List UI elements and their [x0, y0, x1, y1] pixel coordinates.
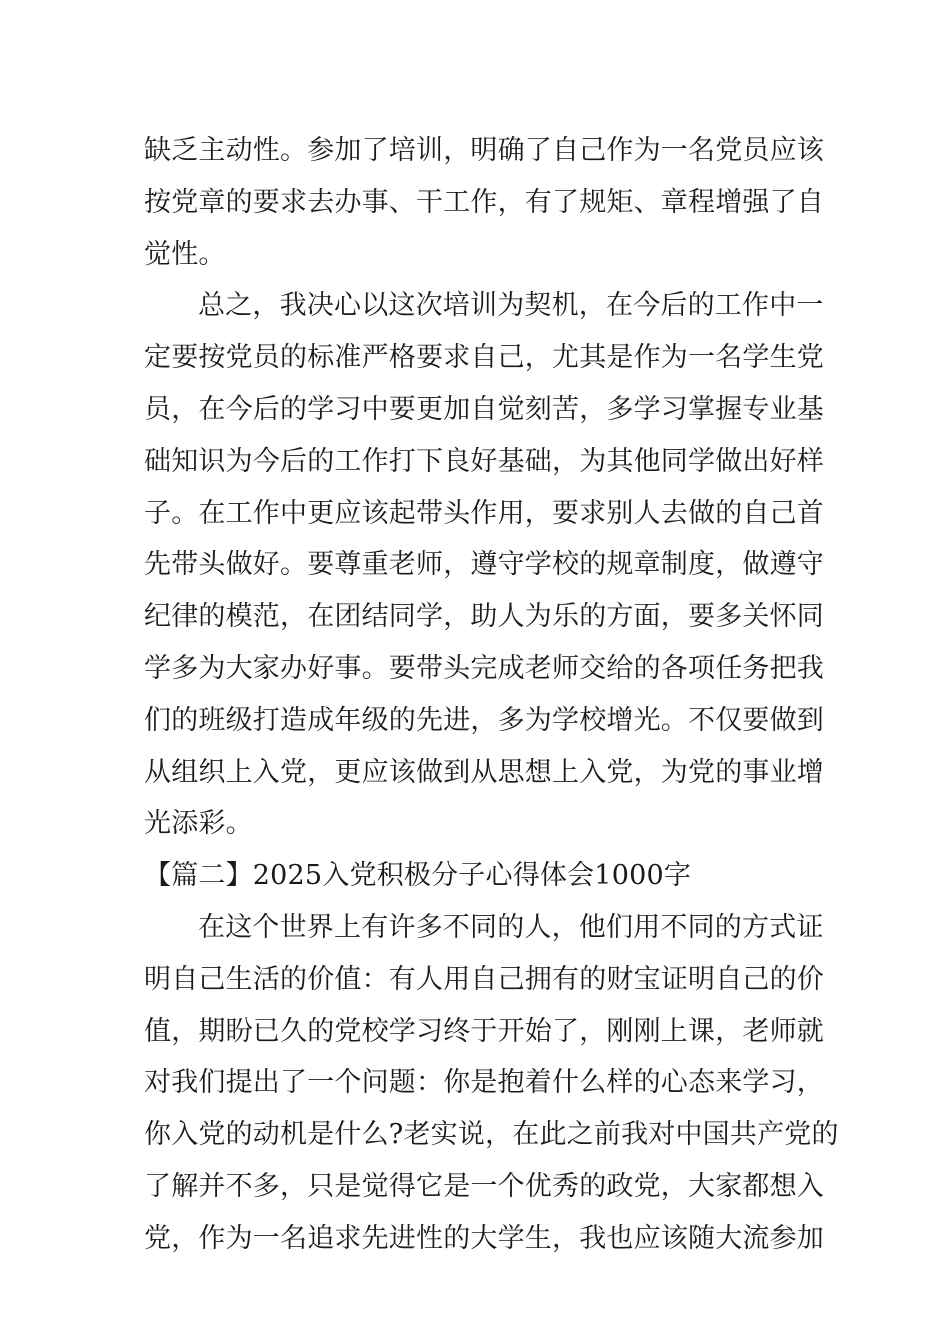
paragraph-line: 纪律的模范，在团结同学，助人为乐的方面，要多关怀同: [144, 601, 824, 633]
paragraph-line: 员，在今后的学习中要更加自觉刻苦，多学习掌握专业基: [144, 393, 824, 425]
paragraph-line: 础知识为今后的工作打下良好基础，为其他同学做出好样: [144, 445, 824, 477]
paragraph-line: 先带头做好。要尊重老师，遵守学校的规章制度，做遵守: [144, 549, 824, 581]
paragraph-line: 在这个世界上有许多不同的人，他们用不同的方式证: [198, 911, 824, 943]
paragraph-line: 从组织上入党，更应该做到从思想上入党，为党的事业增: [144, 756, 824, 788]
paragraph-line: 值，期盼已久的党校学习终于开始了，刚刚上课，老师就: [144, 1015, 824, 1047]
paragraph-line: 们的班级打造成年级的先进，多为学校增光。不仅要做到: [144, 704, 824, 736]
paragraph-line: 觉性。: [144, 238, 226, 270]
paragraph-line: 对我们提出了一个问题：你是抱着什么样的心态来学习，: [144, 1067, 824, 1099]
paragraph-line: 子。在工作中更应该起带头作用，要求别人去做的自己首: [144, 497, 824, 529]
paragraph-line: 了解并不多，只是觉得它是一个优秀的政党，大家都想入: [144, 1170, 824, 1202]
paragraph-line: 党，作为一名追求先进性的大学生，我也应该随大流参加: [144, 1222, 824, 1254]
paragraph-line: 定要按党员的标准严格要求自己，尤其是作为一名学生党: [144, 342, 824, 374]
paragraph-line: 缺乏主动性。参加了培训，明确了自己作为一名党员应该: [144, 135, 824, 166]
document-page: [144, 125, 839, 1265]
paragraph-line: 明自己生活的价值：有人用自己拥有的财宝证明自己的价: [144, 963, 824, 995]
section-heading: 【篇二】2025入党积极分子心得体会1000字: [144, 860, 692, 892]
paragraph-line: 总之，我决心以这次培训为契机，在今后的工作中一: [198, 290, 824, 322]
paragraph-line: 你入党的动机是什么?老实说，在此之前我对中国共产党的: [144, 1119, 839, 1151]
paragraph-line: 光添彩。: [144, 808, 253, 840]
paragraph-line: 学多为大家办好事。要带头完成老师交给的各项任务把我: [144, 652, 824, 684]
paragraph-line: 按党章的要求去办事、干工作，有了规矩、章程增强了自: [144, 186, 824, 218]
